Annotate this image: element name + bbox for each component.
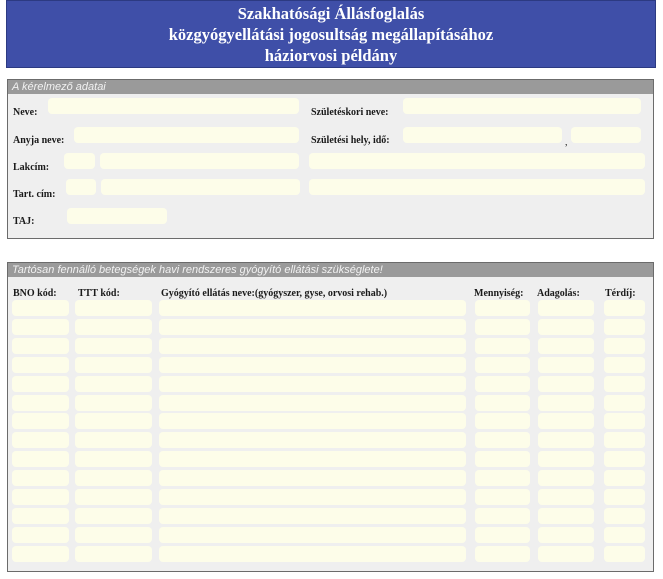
ttt-code-cell[interactable] <box>75 338 152 354</box>
dosage-cell[interactable] <box>538 357 594 373</box>
birth-name-label: Születéskori neve: <box>311 107 389 118</box>
ttt-code-cell[interactable] <box>75 376 152 392</box>
address-street-field[interactable] <box>309 153 645 169</box>
bno-code-cell[interactable] <box>12 413 69 429</box>
temp-address-city-field[interactable] <box>101 179 300 195</box>
name-label: Neve: <box>13 107 38 118</box>
fee-cell[interactable] <box>604 338 645 354</box>
treatment-name-header: Gyógyító ellátás neve:(gyógyszer, gyse, orvosi rehab.) <box>161 288 388 299</box>
treatment-name-cell[interactable] <box>159 338 466 354</box>
quantity-cell[interactable] <box>475 489 530 505</box>
birth-place-field[interactable] <box>403 127 562 143</box>
bno-code-cell[interactable] <box>12 395 69 411</box>
form-title: Szakhatósági Állásfoglalás <box>237 4 425 23</box>
quantity-cell[interactable] <box>475 451 530 467</box>
treatment-name-cell[interactable] <box>159 432 466 448</box>
bno-code-cell[interactable] <box>12 319 69 335</box>
treatment-name-cell[interactable] <box>159 395 466 411</box>
quantity-header: Mennyiség: <box>474 288 524 299</box>
ttt-code-header: TTT kód: <box>78 288 120 299</box>
fee-cell[interactable] <box>604 432 645 448</box>
fee-cell[interactable] <box>604 376 645 392</box>
treatments-section <box>7 262 654 572</box>
fee-cell[interactable] <box>604 319 645 335</box>
mother-name-field[interactable] <box>74 127 299 143</box>
dosage-cell[interactable] <box>538 546 594 562</box>
ttt-code-cell[interactable] <box>75 508 152 524</box>
treatment-name-cell[interactable] <box>159 451 466 467</box>
fee-cell[interactable] <box>604 300 645 316</box>
ttt-code-cell[interactable] <box>75 300 152 316</box>
treatment-name-cell[interactable] <box>159 413 466 429</box>
fee-cell[interactable] <box>604 508 645 524</box>
treatment-name-cell[interactable] <box>159 508 466 524</box>
fee-cell[interactable] <box>604 546 645 562</box>
treatments-section-title: Tartósan fennálló betegségek havi rendszeres gyógyító ellátási szükséglete! <box>8 263 653 277</box>
quantity-cell[interactable] <box>475 319 530 335</box>
dosage-cell[interactable] <box>538 432 594 448</box>
quantity-cell[interactable] <box>475 527 530 543</box>
quantity-cell[interactable] <box>475 432 530 448</box>
treatment-name-cell[interactable] <box>159 489 466 505</box>
temp-address-street-field[interactable] <box>309 179 645 195</box>
temp-address-zip-field[interactable] <box>66 179 96 195</box>
bno-code-cell[interactable] <box>12 451 69 467</box>
form-subtitle: közgyógyellátási jogosultság megállapításához <box>168 25 494 44</box>
taj-label: TAJ: <box>13 216 35 227</box>
birth-date-field[interactable] <box>571 127 641 143</box>
birth-name-field[interactable] <box>403 98 641 114</box>
dosage-header: Adagolás: <box>537 288 580 299</box>
dosage-cell[interactable] <box>538 413 594 429</box>
fee-cell[interactable] <box>604 451 645 467</box>
ttt-code-cell[interactable] <box>75 470 152 486</box>
dosage-cell[interactable] <box>538 338 594 354</box>
treatment-name-cell[interactable] <box>159 357 466 373</box>
ttt-code-cell[interactable] <box>75 546 152 562</box>
dosage-cell[interactable] <box>538 376 594 392</box>
applicant-section-title: A kérelmező adatai <box>8 80 653 94</box>
dosage-cell[interactable] <box>538 470 594 486</box>
fee-cell[interactable] <box>604 395 645 411</box>
bno-code-cell[interactable] <box>12 546 69 562</box>
dosage-cell[interactable] <box>538 527 594 543</box>
ttt-code-cell[interactable] <box>75 395 152 411</box>
ttt-code-cell[interactable] <box>75 527 152 543</box>
bno-code-cell[interactable] <box>12 470 69 486</box>
quantity-cell[interactable] <box>475 470 530 486</box>
taj-field[interactable] <box>67 208 167 224</box>
quantity-cell[interactable] <box>475 508 530 524</box>
treatment-name-cell[interactable] <box>159 470 466 486</box>
dosage-cell[interactable] <box>538 300 594 316</box>
bno-code-header: BNO kód: <box>13 288 57 299</box>
quantity-cell[interactable] <box>475 338 530 354</box>
address-zip-field[interactable] <box>64 153 95 169</box>
address-label: Lakcím: <box>13 162 50 173</box>
treatment-name-cell[interactable] <box>159 300 466 316</box>
dosage-cell[interactable] <box>538 451 594 467</box>
ttt-code-cell[interactable] <box>75 489 152 505</box>
treatment-name-cell[interactable] <box>159 527 466 543</box>
quantity-cell[interactable] <box>475 413 530 429</box>
fee-cell[interactable] <box>604 527 645 543</box>
treatment-name-cell[interactable] <box>159 546 466 562</box>
bno-code-cell[interactable] <box>12 357 69 373</box>
bno-code-cell[interactable] <box>12 432 69 448</box>
quantity-cell[interactable] <box>475 300 530 316</box>
quantity-cell[interactable] <box>475 376 530 392</box>
dosage-cell[interactable] <box>538 508 594 524</box>
fee-cell[interactable] <box>604 413 645 429</box>
address-city-field[interactable] <box>100 153 299 169</box>
bno-code-cell[interactable] <box>12 300 69 316</box>
fee-cell[interactable] <box>604 489 645 505</box>
name-field[interactable] <box>48 98 299 114</box>
dosage-cell[interactable] <box>538 319 594 335</box>
bno-code-cell[interactable] <box>12 376 69 392</box>
ttt-code-cell[interactable] <box>75 413 152 429</box>
mother-name-label: Anyja neve: <box>13 135 65 146</box>
fee-cell[interactable] <box>604 357 645 373</box>
ttt-code-cell[interactable] <box>75 451 152 467</box>
birth-place-date-label: Születési hely, idő: <box>311 135 390 146</box>
treatment-name-cell[interactable] <box>159 376 466 392</box>
ttt-code-cell[interactable] <box>75 357 152 373</box>
quantity-cell[interactable] <box>475 546 530 562</box>
quantity-cell[interactable] <box>475 395 530 411</box>
ttt-code-cell[interactable] <box>75 432 152 448</box>
dosage-cell[interactable] <box>538 489 594 505</box>
ttt-code-cell[interactable] <box>75 319 152 335</box>
quantity-cell[interactable] <box>475 357 530 373</box>
treatment-name-cell[interactable] <box>159 319 466 335</box>
applicant-section <box>7 79 654 239</box>
comma-separator: , <box>565 137 568 148</box>
dosage-cell[interactable] <box>538 395 594 411</box>
bno-code-cell[interactable] <box>12 508 69 524</box>
fee-cell[interactable] <box>604 470 645 486</box>
bno-code-cell[interactable] <box>12 338 69 354</box>
bno-code-cell[interactable] <box>12 527 69 543</box>
form-header <box>6 0 656 68</box>
bno-code-cell[interactable] <box>12 489 69 505</box>
form-copy-type: háziorvosi példány <box>264 46 398 65</box>
fee-header: Térdíj: <box>605 288 636 299</box>
temp-address-label: Tart. cím: <box>13 189 56 200</box>
